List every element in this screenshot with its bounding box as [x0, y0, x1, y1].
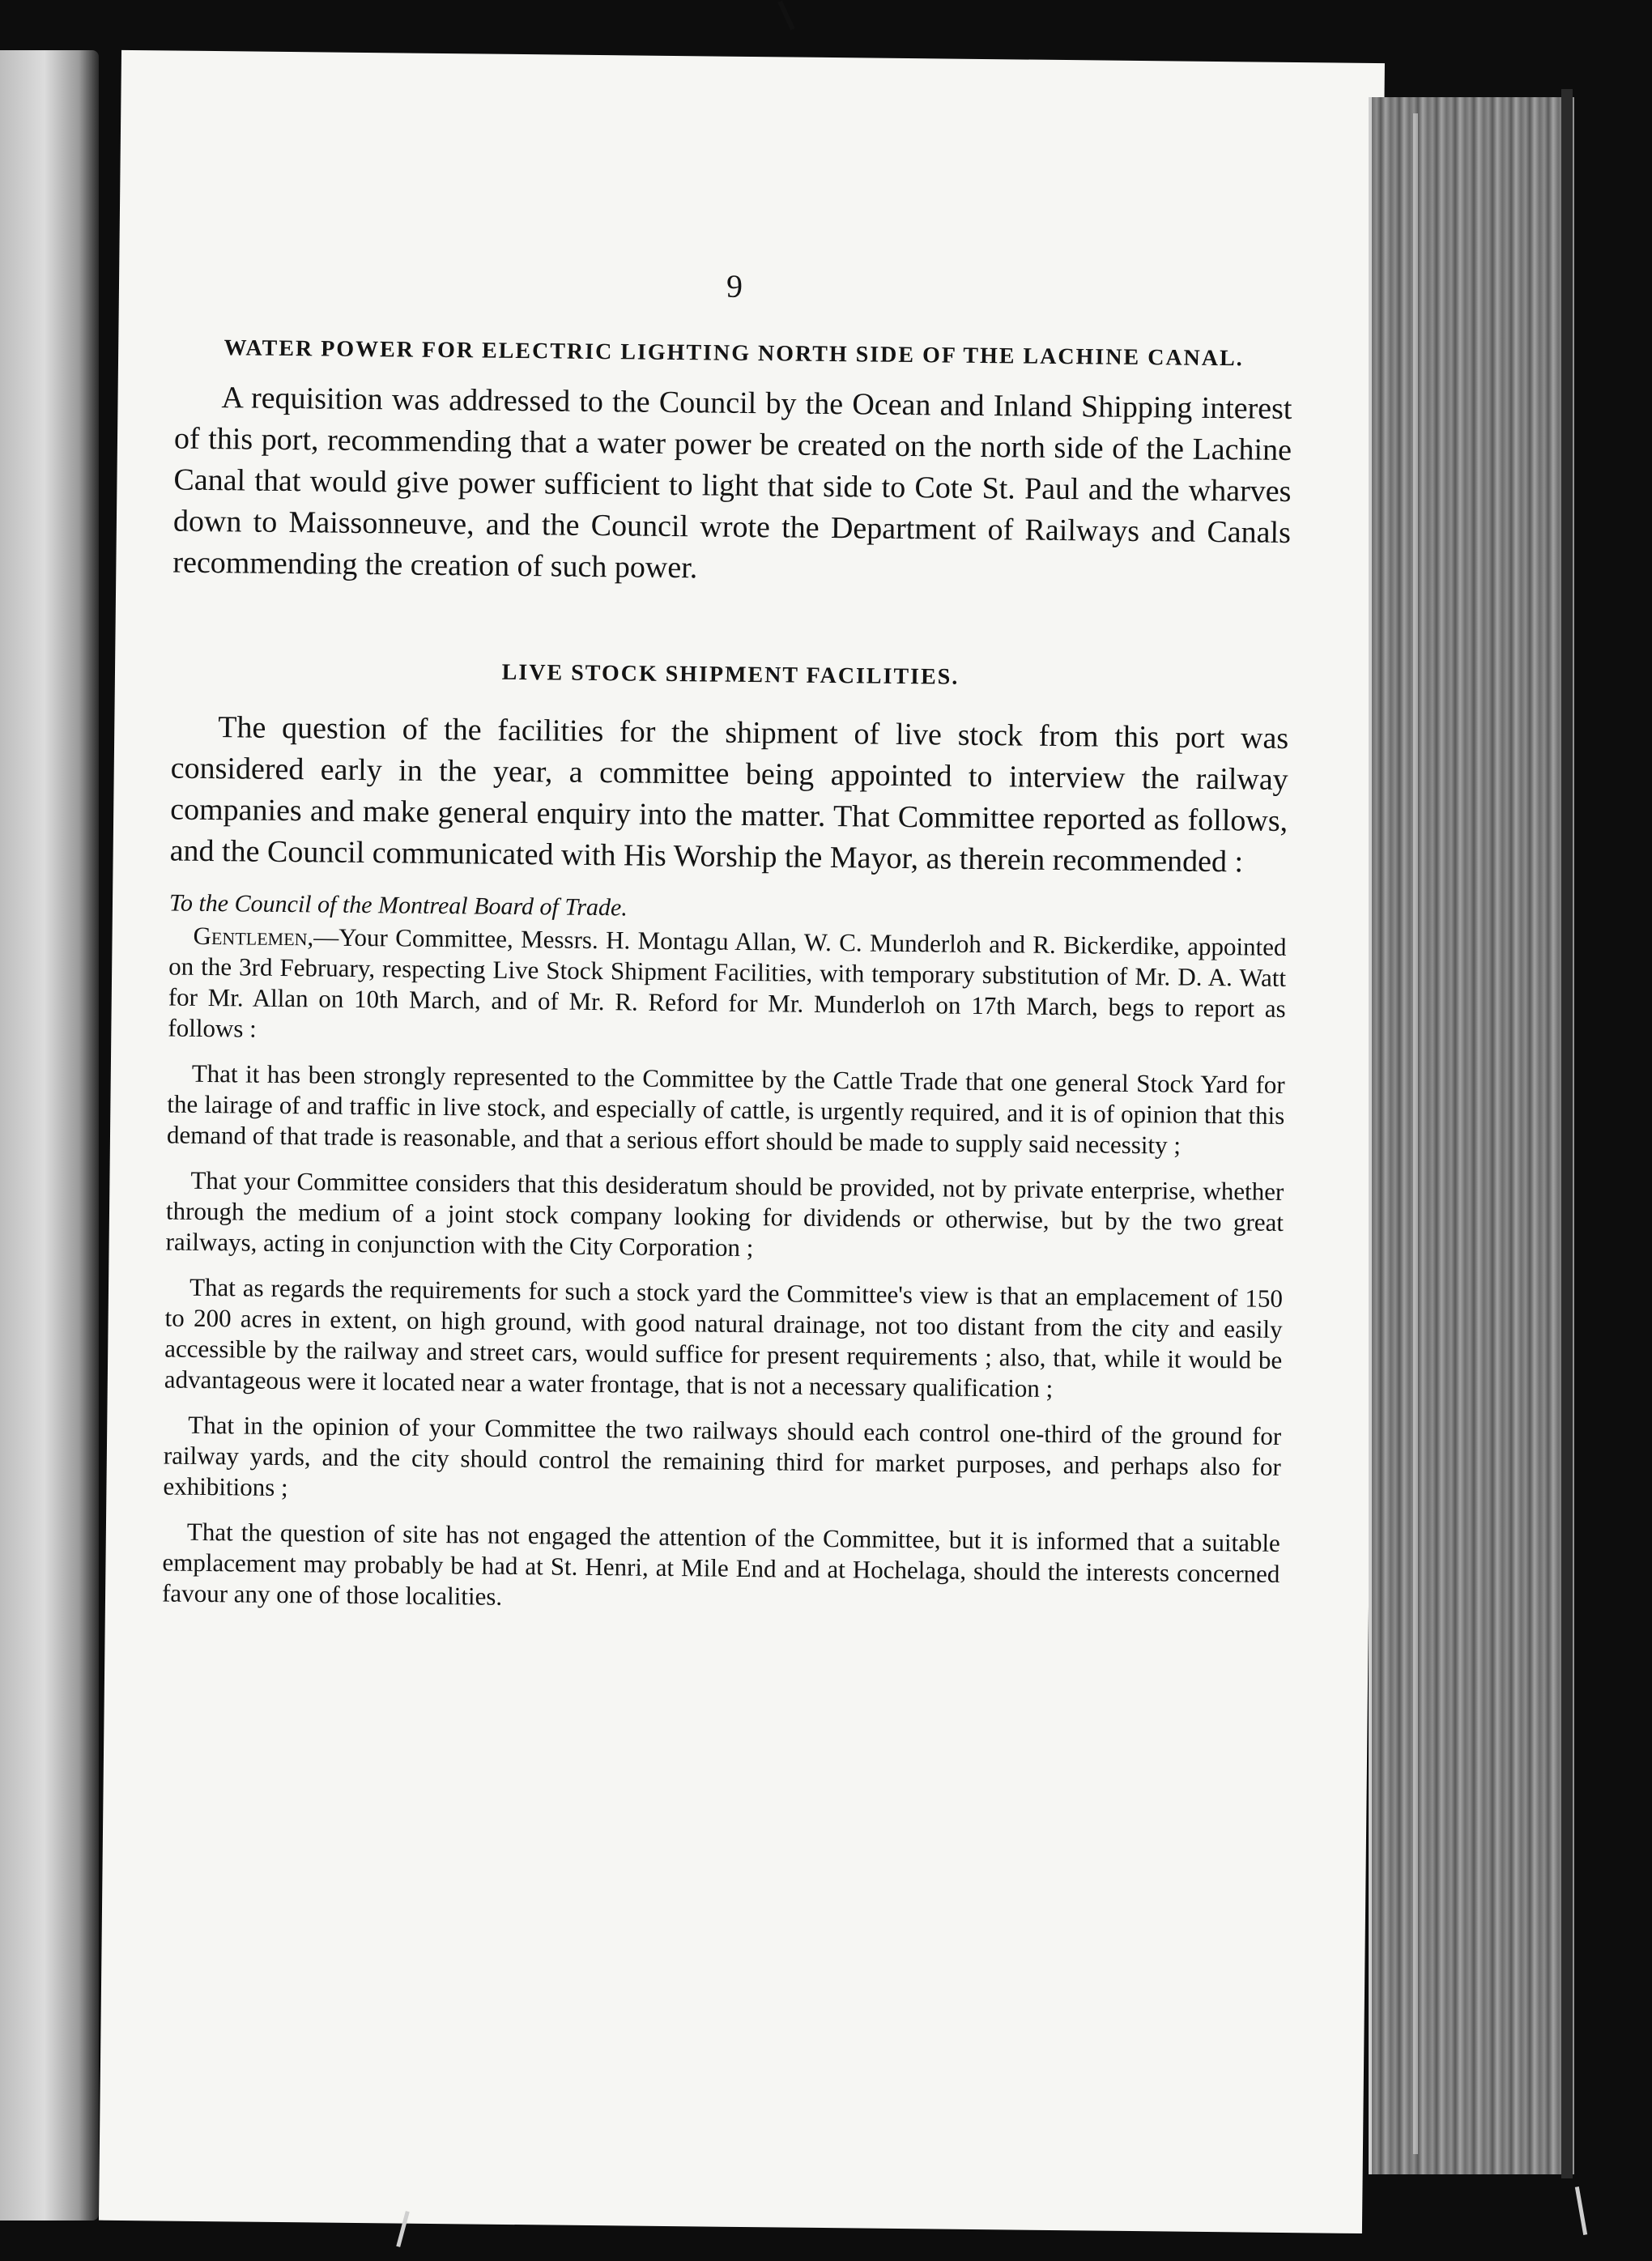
scan-mark: [1575, 2186, 1587, 2235]
report-opening-text: —Your Committee, Messrs. H. Montagu Allan, W. C. Munderloh and R. Bickerdike, appointed on the 3rd February, respecting Live Stock Shipment Facilities, with temporary substitution of Mr. D. A. Watt for Mr. Allan on 10th March, and of Mr. R. Reford for Mr. Munderloh on 17th March, begs to report as follows :: [168, 922, 1287, 1043]
page-number: 9: [726, 267, 743, 304]
report-salutation: Gentlemen,: [193, 921, 314, 952]
water-power-paragraph: A requisition was addressed to the Council by the Ocean and Inland Shipping interest of this port, recommending that a water power be created on the north side of the Lachine Canal that would give power sufficient to light that side to Cote St. Paul and the wharves down to Maissonneuve, and the Council wrote the Department of Railways and Canals recommending the creation of such power.: [172, 381, 1292, 585]
page-content: [162, 262, 1294, 1635]
fore-edge-highlight: [1413, 113, 1418, 2154]
report-paragraph: That it has been strongly represented to the Committee by the Cattle Trade that one general Stock Yard for the lairage of and traffic in live stock, and especially of cattle, is urgently required, and it is of opinion that this demand of that trade is reasonable, and that a serious effort should be made to supply said necessity ;: [166, 1058, 1285, 1160]
section-heading-live-stock: LIVE STOCK SHIPMENT FACILITIES.: [501, 659, 960, 690]
book-page: [99, 50, 1385, 2233]
report-address: To the Council of the Montreal Board of Trade.: [168, 889, 628, 922]
report-paragraph: That the question of site has not engaged the attention of the Committee, but it is informed that a suitable emplacement may probably be had at St. Henri, at Mile End and at Hochelaga, should the interests concerned favour any one of those localities.: [161, 1517, 1280, 1611]
report-paragraph: That as regards the requirements for such a stock yard the Committee's view is that an emplacement of 150 to 200 acres in extent, on high ground, with good natural drainage, not too distant from the city and easily accessible by the railway and street cars, would suffice for present requirements ; also, that, while it would be advantageous were it located near a water frontage, that is not a necessary qualification ;: [164, 1272, 1284, 1403]
section-heading-water-power: WATER POWER FOR ELECTRIC LIGHTING NORTH SIDE OF THE LACHINE CANAL.: [224, 335, 1244, 372]
report-paragraph: That in the opinion of your Committee the two railways should each control one-third of the ground for railway yards, and the city should control the remaining third for market purposes, and perhaps also for exhibitions ;: [163, 1410, 1282, 1502]
live-stock-intro-paragraph: The question of the facilities for the shipment of live stock from this port was considered early in the year, a committee being appointed to interview the railway companies and make general enquiry into the matter. That Committee reported as follows, and the Council communicated with His Worship the Mayor, as therein recommended :: [169, 710, 1289, 879]
adjacent-page-edge: [0, 50, 99, 2221]
scan-mark: [777, 1, 794, 31]
report-opening-paragraph: [168, 921, 1287, 1055]
report-paragraph: That your Committee considers that this desideratum should be provided, not by private enterprise, whether through the medium of a joint stock company looking for dividends or otherwise, but by the two great railways, acting in conjunction with the City Corporation ;: [165, 1165, 1284, 1262]
book-fore-edge: [1369, 97, 1574, 2174]
fore-edge-shadow: [1561, 89, 1573, 2178]
